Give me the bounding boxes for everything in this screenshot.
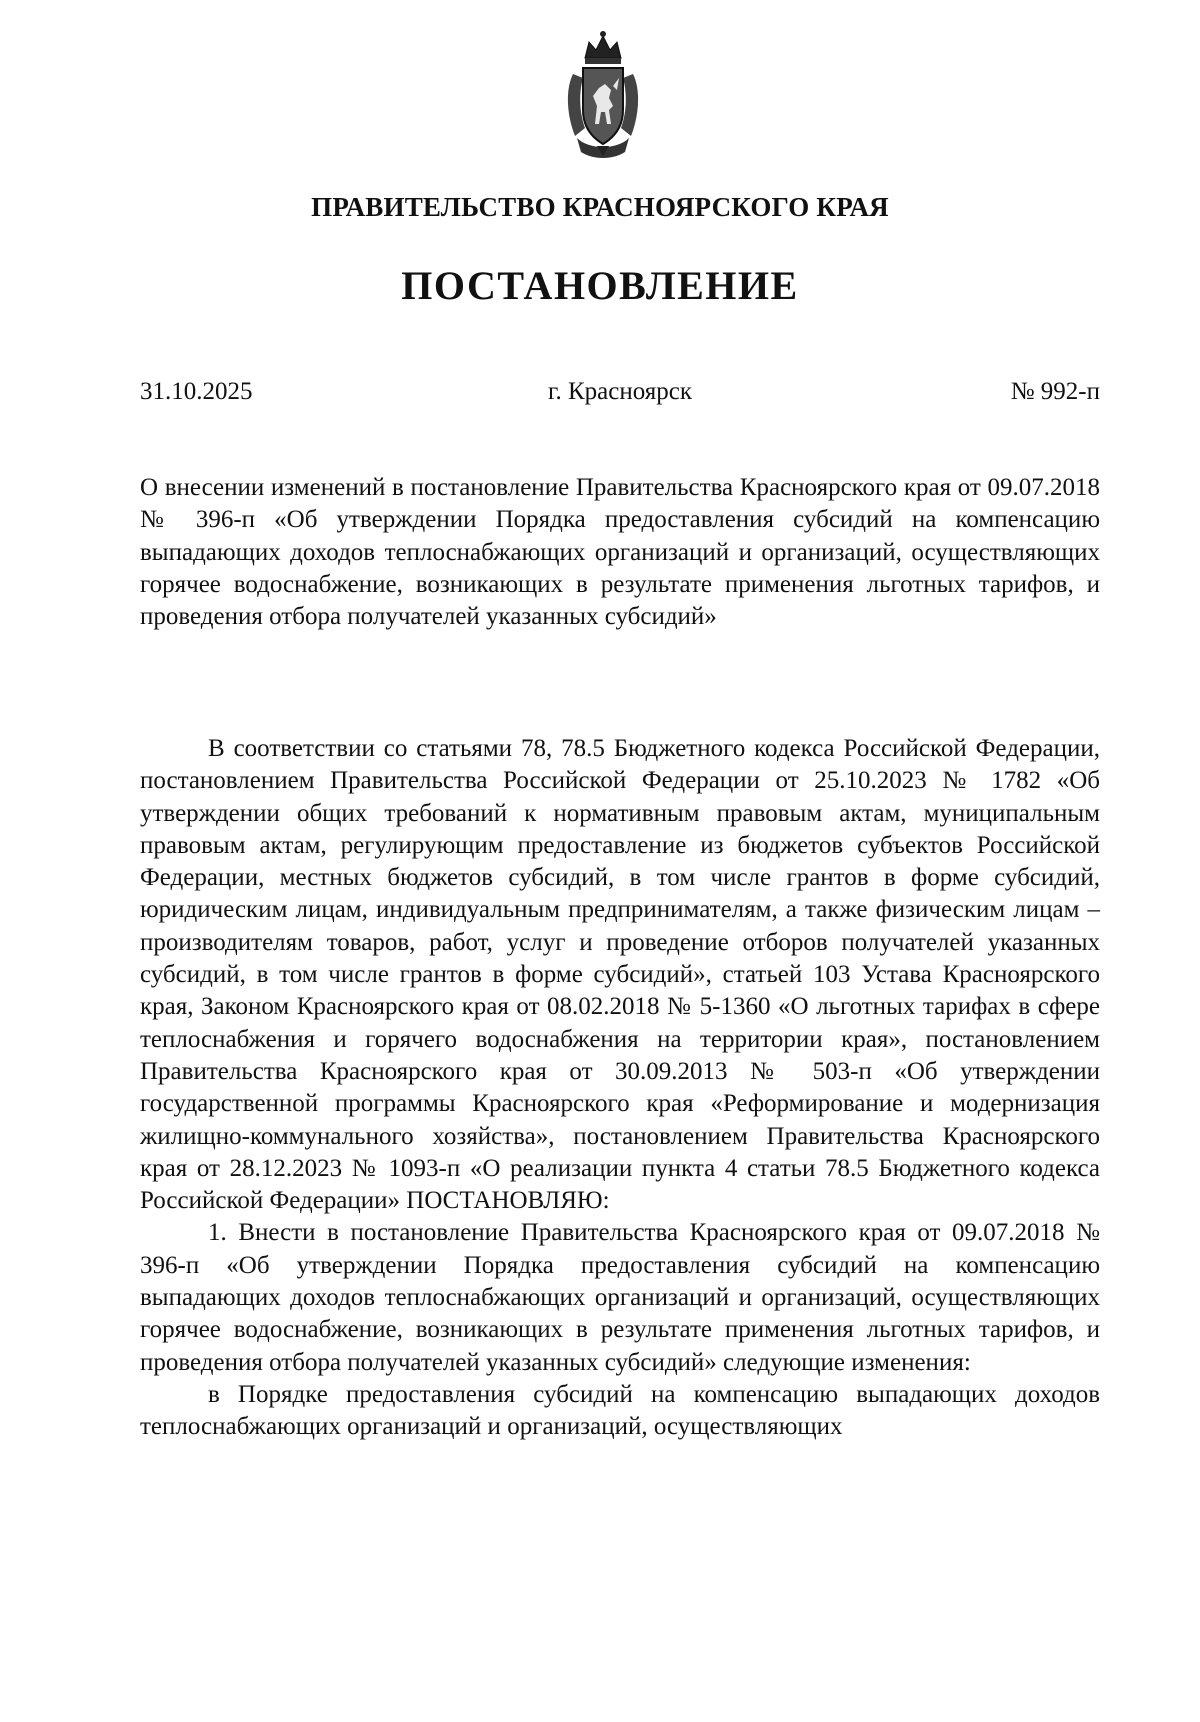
- body-paragraph-item-1: 1. Внести в постановление Правительства Красноярского края от 09.07.2018 № 396-п «Об утверждении Порядка предоставления субсидий на компенсацию выпадающих доходов теплоснабжающих организаций и организаций, осуществляющих горячее водоснабжение, возникающих в результате применения льготных тарифов, и проведения отбора получателей указанных субсидий» следующие изменения:: [140, 1219, 1100, 1376]
- document-type-title: ПОСТАНОВЛЕНИЕ: [401, 263, 799, 308]
- body-paragraph-changes: в Порядке предоставления субсидий на компенсацию выпадающих доходов теплоснабжающих организаций и организаций, осуществляющих: [140, 1380, 1100, 1441]
- organization-title: ПРАВИТЕЛЬСТВО КРАСНОЯРСКОГО КРАЯ: [311, 192, 889, 222]
- document-date: 31.10.2025: [140, 378, 253, 405]
- body-paragraph-preamble: В соответствии со статьями 78, 78.5 Бюджетного кодекса Российской Федерации, постановлением Правительства Российской Федерации от 25.10.2023 № 1782 «Об утверждении общих требований к нормативным правовым актам, муниципальным правовым актам, регулирующим предоставление из бюджетов субъектов Российской Федерации, местных бюджетов субсидий, в том числе грантов в форме субсидий, юридическим лицам, индивидуальным предпринимателям, а также физическим лицам – производителям товаров, работ, услуг и проведение отборов получателей указанных субсидий, в том числе грантов в форме субсидий», статьей 103 Устава Красноярского края, Законом Красноярского края от 08.02.2018 № 5-1360 «О льготных тарифах в сфере теплоснабжения и горячего водоснабжения на территории края», постановлением Правительства Красноярского края от 30.09.2013 № 503-п «Об утверждении государственной программы Красноярского края «Реформирование и модернизация жилищно-коммунального хозяйства», постановлением Правительства Красноярского края от 28.12.2023 № 1093-п «О реализации пункта 4 статьи 78.5 Бюджетного кодекса Российской Федерации» ПОСТАНОВЛЯЮ:: [140, 735, 1100, 1215]
- document-number: № 992-п: [1010, 378, 1100, 405]
- document-body: [140, 733, 1100, 1444]
- document-meta-row: [140, 378, 1100, 412]
- document-city: г. Красноярск: [548, 378, 692, 405]
- coat-of-arms-icon: [563, 28, 643, 162]
- document-subject: О внесении изменений в постановление Правительства Красноярского края от 09.07.2018 № 396-п «Об утверждении Порядка предоставления субсидий на компенсацию выпадающих доходов теплоснабжающих организаций и организаций, осуществляющих горячее водоснабжение, возникающих в результате применения льготных тарифов, и проведения отбора получателей указанных субсидий»: [140, 474, 1100, 631]
